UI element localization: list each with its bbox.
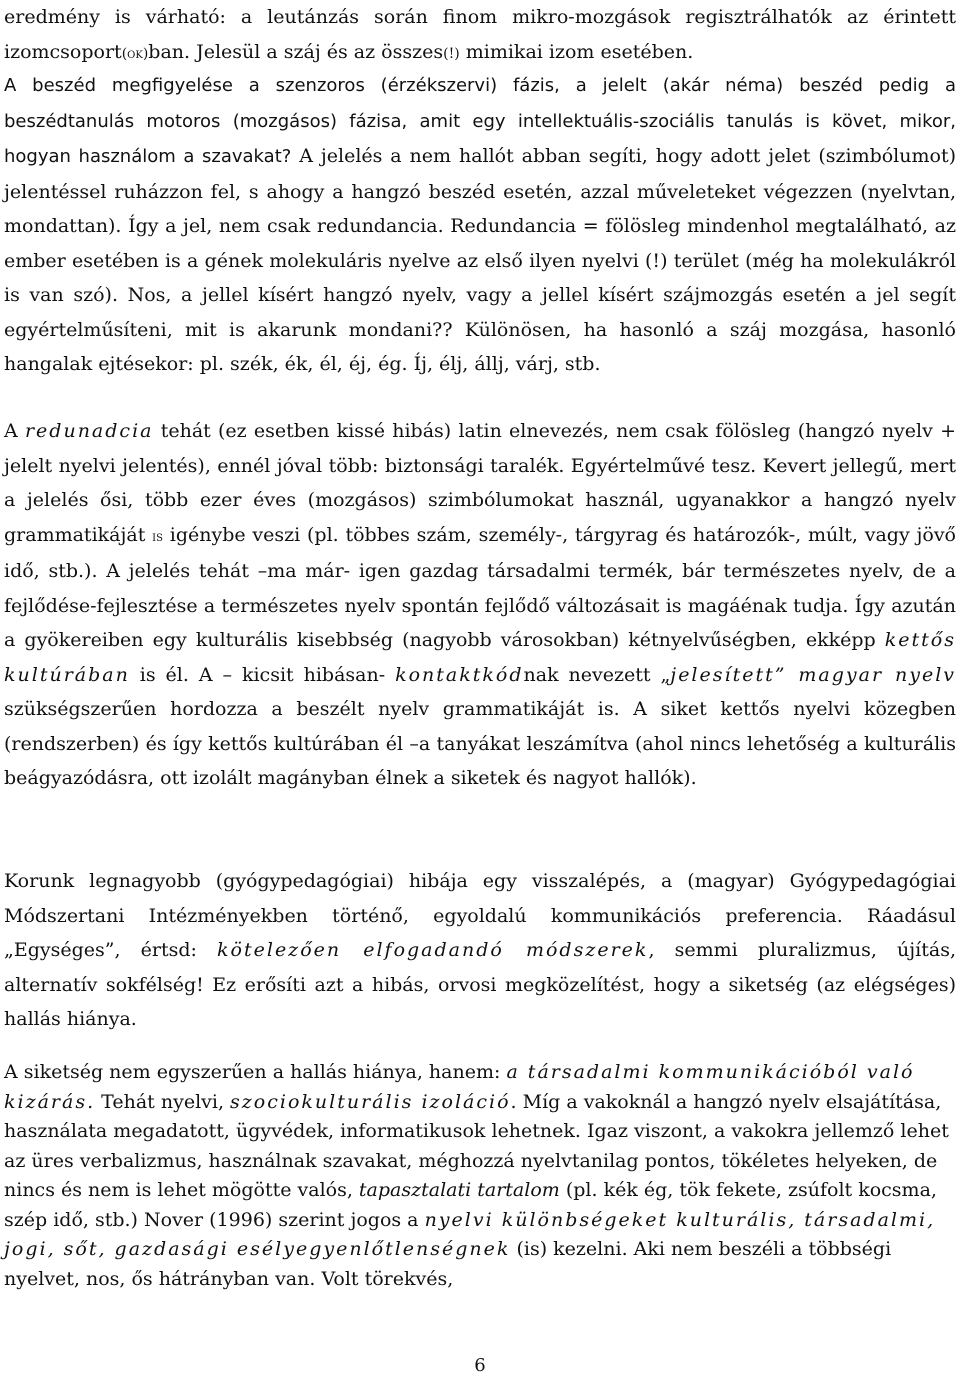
p5-term-kizaras: a társadalmi kommunikációból való kizárás. (4, 1061, 915, 1113)
p5-term-tapasztalati-tartalom: tapasztalati tartalom (358, 1179, 560, 1201)
p1-text-2: (ok) (121, 45, 149, 62)
p5-text-7: (pl. kék ég, tök fekete, zsúfolt kocsma, szép idő, stb.) Nover (1996) szerint jogos a (4, 1179, 937, 1231)
paragraph-2 (4, 68, 956, 382)
p3-text-9: nak nevezett „ (523, 663, 671, 686)
p5-text-3: Tehát nyelvi, (95, 1090, 231, 1113)
p5-text-9: (is) kezelni. Aki nem beszéli a többségi nyelvet, nos, ős hátrányban van. Volt törekvés, (4, 1238, 892, 1290)
p5-term-izolacio: szociokulturális izoláció (230, 1090, 511, 1113)
p5-text-5: . Míg a vakoknál a hangzó nyelv elsajátítása, használata megadatott, ügyvédek, informatikusok lehetnek. Igaz viszont, a vakokra jellemző lehet az üres verbalizmus, használnak szavakat, méghozzá nyelvtanilag pontos, tökéletes helyeken, de nincs és nem is lehet mögötte valós, (4, 1090, 949, 1201)
p3-text-11: szükségszerűen hordozza a beszélt nyelv grammatikáját is. A siket kettős nyelvi közegben (rendszerben) és így kettős kultúrában él –a tanyákat leszámítva (ahol nincs lehetőség a kulturális beágyazódásra, ott izolált magányban élnek a siketek és nagyot hallók). (4, 698, 956, 789)
p3-text-5: igénybe veszi (pl. többes szám, személy-, tárgyrag és határozók-, múlt, vagy jövő idő, stb.). A jelelés tehát –ma már- igen gazdag társadalmi termék, bár természetes nyelv, de a fejlődése-fejlesztése a természetes nyelv spontán fejlődő változásait is magáénak tudja. Így azután a gyökereiben egy kulturális kisebbség (nagyobb városokban) kétnyelvűségben, ekképp (4, 523, 956, 651)
p3-term-redundancia: redunadcia (24, 420, 154, 442)
p2-sentence-2: A jelelés a nem hallót abban segíti, hogy adott jelet (szimbólumot) jelentéssel ruházzon fel, s ahogy a hangzó beszéd esetén, azzal műveleteket végezzen (nyelvtan, mondattan). Így a jel, nem csak redundancia. Redundancia = fölösleg mindenhol megtalálható, az ember esetében is a gének molekuláris nyelve az első ilyen nyelvi (!) terület (még ha molekulákról is van szó). Nos, a jellel kísért hangzó nyelv, vagy a jellel kísért szájmozgás esetén a jel segít egyértelműsíteni, mit is akarunk mondani?? Különösen, ha hasonló a száj mozgása, hasonló hangalak ejtésekor: pl. szék, ék, él, éj, ég. Íj, élj, állj, várj, stb. (4, 145, 957, 375)
p4-term-modszerek: kötelezően elfogadandó módszerek (217, 939, 649, 961)
p3-text-is: is (152, 528, 163, 545)
p1-text-1: eredmény is várható: a leutánzás során finom mikro-mozgások regisztrálhatók az érintett izomcsoport (4, 6, 956, 63)
p2-sentence-1: A beszéd megfigyelése a szenzoros (érzékszervi) fázis, a jelelt (akár néma) beszéd pedig a beszédtanulás motoros (mozgásos) fázisa, amit egy intellektuális-szociális tanulás is követ, mikor, hogyan használom a szavakat? (4, 75, 956, 167)
p3-term-jelesitett-magyar-nyelv: jelesített” magyar nyelv (670, 663, 957, 686)
page-number: 6 (474, 1355, 486, 1376)
p1-text-3: ban. Jelesül a száj és az összes (148, 40, 444, 63)
p1-text-4: (!) (443, 45, 460, 62)
p4-text-3: , semmi pluralizmus, újítás, alternatív sokfélség! Ez erősíti azt a hibás, orvosi megközelítést, hogy a siketség (az elégséges) hallás hiánya. (4, 939, 956, 1030)
p5-text-1: A siketség nem egyszerűen a hallás hiánya, hanem: (4, 1061, 507, 1083)
p3-text-7: is él. A – kicsit hibásan- (129, 663, 396, 686)
p3-text-3: tehát (ez esetben kissé hibás) latin elnevezés, nem csak fölösleg (hangzó nyelv + jelelt nyelvi jelentés), ennél jóval több: biztonsági taralék. Egyértelművé tesz. Kevert jellegű, mert a jelelés ősi, több ezer éves (mozgásos) szimbólumokat használ, ugyanakkor a hangzó nyelv grammatikáját (4, 420, 957, 546)
paragraph-5 (4, 1058, 956, 1294)
paragraph-1 (4, 0, 956, 71)
paragraph-4 (4, 864, 956, 1037)
p3-text-1: A (4, 420, 25, 442)
p3-term-kettos-kultura: kettős kultúrában (4, 629, 956, 686)
p5-term-nyelvi-kulonbsegek: nyelvi különbségeket kulturális, társadalmi, jogi, sőt, gazdasági esélyegyenlőtlenségnek (4, 1208, 936, 1260)
paragraph-3 (4, 414, 956, 796)
p4-text-1: Korunk legnagyobb (gyógypedagógiai) hibája egy visszalépés, a (magyar) Gyógypedagógiai Módszertani Intézményekben történő, egyoldalú kommunikációs preferencia. Ráadásul „Egységes”, értsd: (4, 870, 956, 961)
p1-text-5: mimikai izom esetében. (459, 40, 694, 63)
p3-term-kontaktkod: kontaktkód (395, 663, 524, 686)
